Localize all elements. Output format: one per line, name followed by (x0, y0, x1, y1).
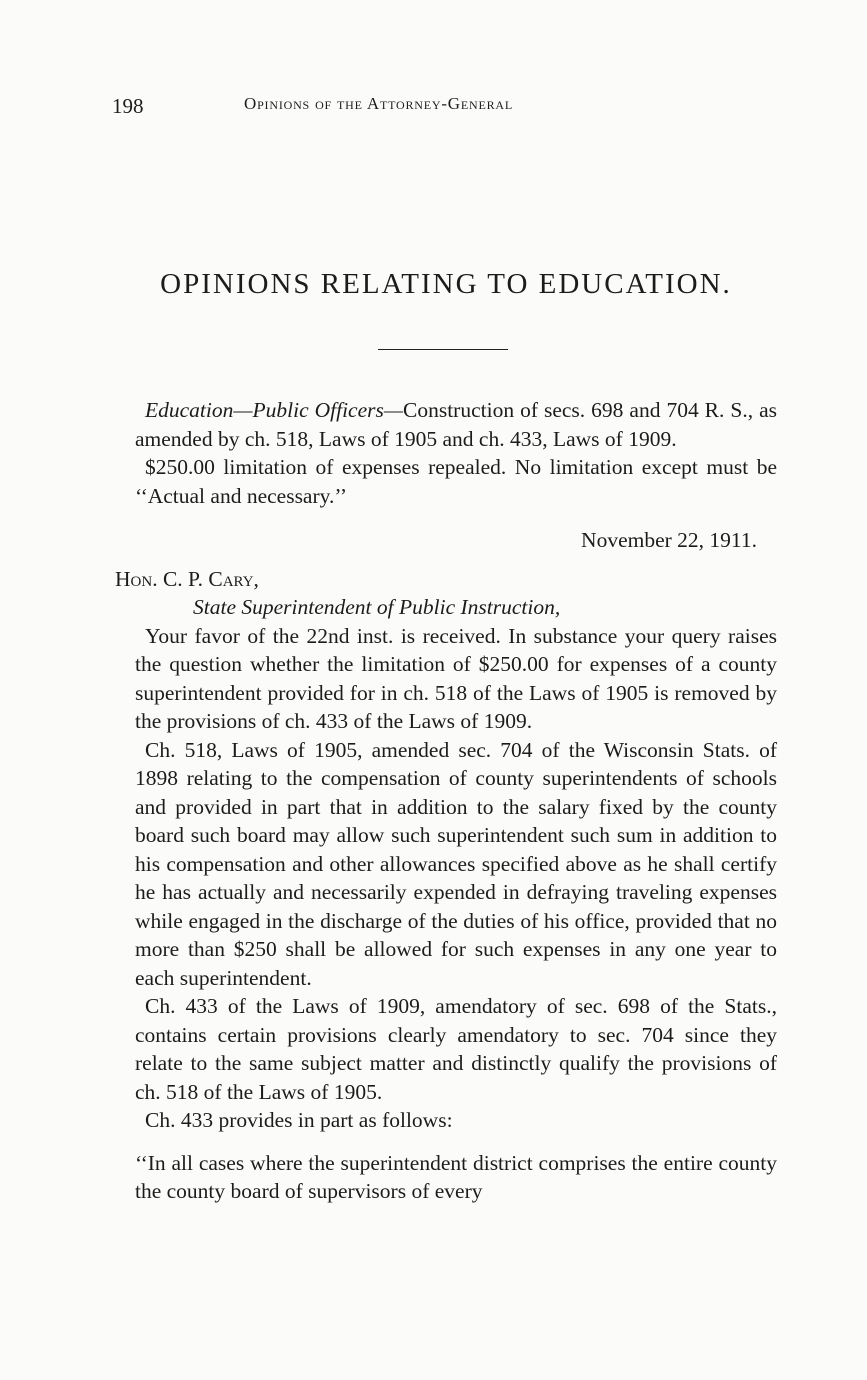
letter-paragraph-1: Your favor of the 22nd inst. is received. In substance your query raises the question whether the limitation of $250.00 for expenses of a county superintendent provided for in ch. 518 of the Laws of 1905 is removed by the provisions of ch. 433 of the Laws of 1909. (135, 623, 777, 733)
section-title: OPINIONS RELATING TO EDUCATION. (160, 268, 732, 300)
syllabus-paragraph (135, 396, 777, 453)
title-rule (378, 349, 508, 350)
syllabus-text: Construction of secs. 698 and 704 R. S., as amended by ch. 518, Laws of 1905 and ch. 433, Laws of 1909. (135, 398, 778, 451)
letter-paragraph-4: Ch. 433 provides in part as follows: (145, 1108, 453, 1132)
syllabus-subject: Education—Public Officers— (145, 398, 403, 422)
letter-paragraph-2: Ch. 518, Laws of 1905, amended sec. 704 of the Wisconsin Stats. of 1898 relating to the compensation of county superintendents of schools and provided in part that in addition to the salary fixed by the county board such board may allow such superintendent such sum in addition to his compensation and other allowances specified above as he shall certify he has actually and necessarily expended in defraying traveling expenses while engaged in the discharge of the duties of his office, provided that no more than $250 shall be allowed for such expenses in any one year to each superintendent. (135, 737, 777, 990)
running-title: Opinions of the Attorney-General (244, 94, 514, 113)
statute-quote: ‘‘In all cases where the superintendent district comprises the entire county the county board of supervisors of every (135, 1150, 777, 1203)
running-head (112, 94, 792, 124)
addressee-title: State Superintendent of Public Instruction, (193, 595, 561, 619)
letter-date: November 22, 1911. (581, 528, 757, 552)
body-text (115, 396, 778, 1206)
addressee: Hon. C. P. Cary, (115, 566, 259, 591)
syllabus-holding: $250.00 limitation of expenses repealed. No limitation except must be ‘‘Actual and necessary.’’ (135, 455, 777, 508)
page-number: 198 (112, 94, 144, 118)
letter-paragraph-3: Ch. 433 of the Laws of 1909, amendatory of sec. 698 of the Stats., contains certain provisions clearly amendatory to sec. 704 since they relate to the same subject matter and distinctly qualify the provisions of ch. 518 of the Laws of 1905. (135, 994, 777, 1104)
